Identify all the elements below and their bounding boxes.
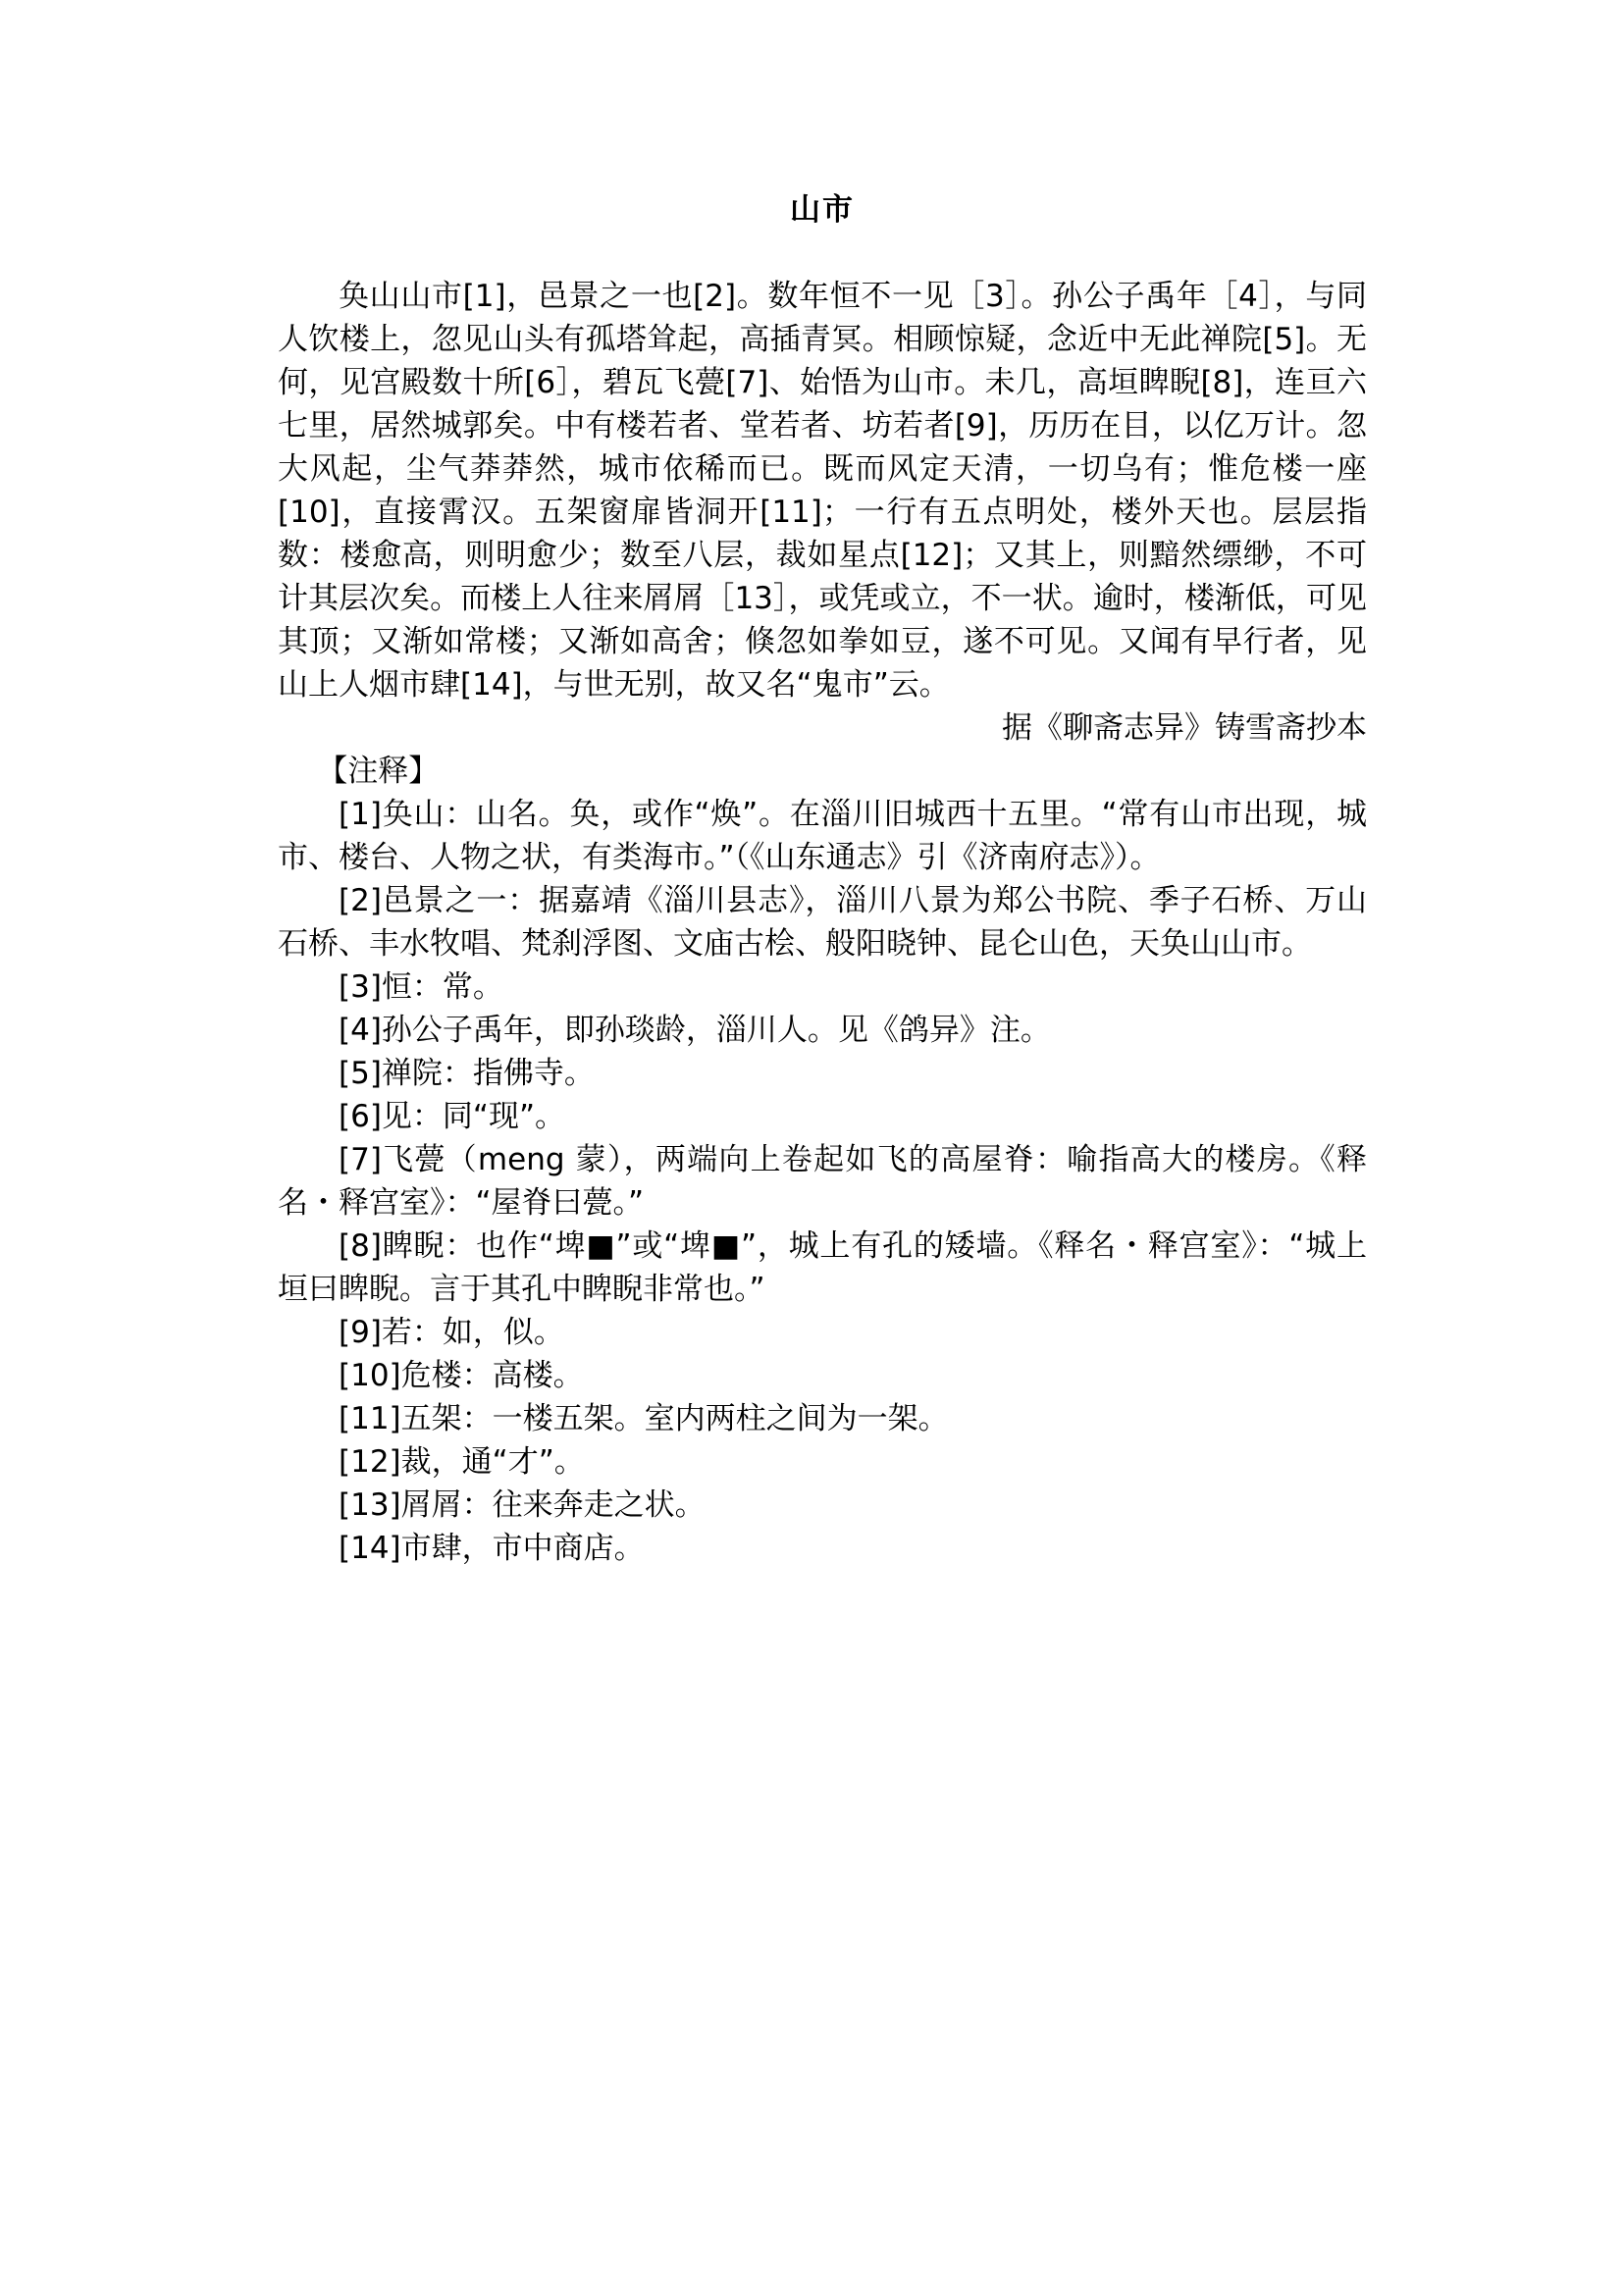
document-title: 山市 <box>790 192 855 228</box>
note-item: [4]孙公子禹年，即孙琰龄，淄川人。见《鸽异》注。 <box>339 1013 1051 1048</box>
note-item: [13]屑屑：往来奔走之状。 <box>339 1487 706 1523</box>
notes-list <box>278 793 1367 1570</box>
note-item: [7]飞甍（meng 蒙），两端向上卷起如飞的高屋脊：喻指高大的楼房。《释名・释宫室》：“屋脊曰甍。” <box>278 1142 1367 1221</box>
source-attribution: 据《聊斋志异》铸雪斋抄本 <box>1002 710 1367 746</box>
note-item: [2]邑景之一：据嘉靖《淄川县志》，淄川八景为郑公书院、季子石桥、万山石桥、丰水牧唱、梵刹浮图、文庙古桧、般阳晓钟、昆仑山色，天奂山山市。 <box>278 883 1367 962</box>
note-item: [12]裁，通“才”。 <box>339 1444 585 1480</box>
note-item: [5]禅院：指佛寺。 <box>339 1056 595 1091</box>
note-item: [10]危楼：高楼。 <box>339 1358 584 1393</box>
main-text: 奂山山市[1]，邑景之一也[2]。数年恒不一见［3］。孙公子禹年［4］，与同人饮楼上，忽见山头有孤塔耸起，高插青冥。相顾惊疑，念近中无此禅院[5]。无何，见宫殿数十所[6］，碧瓦飞甍[7]、始悟为山市。未几，高垣睥睨[8]，连亘六七里，居然城郭矣。中有楼若者、堂若者、坊若者[9]，历历在目，以亿万计。忽大风起，尘气莽莽然，城市依稀而已。既而风定天清，一切乌有；惟危楼一座[10]，直接霄汉。五架窗扉皆洞开[11]；一行有五点明处，楼外天也。层层指数：楼愈高，则明愈少；数至八层，裁如星点[12]；又其上，则黯然缥缈，不可计其层次矣。而楼上人往来屑屑［13］，或凭或立，不一状。逾时，楼渐低，可见其顶；又渐如常楼；又渐如高舍；倏忽如拳如豆，遂不可见。又闻有早行者，见山上人烟市肆[14]，与世无别，故又名“鬼市”云。 <box>278 279 1367 703</box>
note-item: [9]若：如，似。 <box>339 1315 564 1350</box>
note-item: [6]见：同“现”。 <box>339 1099 566 1134</box>
note-item: [8]睥睨：也作“埤■”或“埤■”，城上有孔的矮墙。《释名・释宫室》：“城上垣曰睥睨。言于其孔中睥睨非常也。” <box>278 1228 1367 1307</box>
note-item: [1]奂山：山名。奂，或作“焕”。在淄川旧城西十五里。“常有山市出现，城市、楼台、人物之状，有类海市。”（《山东通志》引《济南府志》）。 <box>278 797 1367 875</box>
note-item: [3]恒：常。 <box>339 969 503 1005</box>
note-item: [11]五架：一楼五架。室内两柱之间为一架。 <box>339 1401 949 1436</box>
notes-heading: 【注释】 <box>317 754 440 789</box>
note-item: [14]市肆，市中商店。 <box>339 1531 645 1566</box>
document-page <box>278 186 1367 1570</box>
